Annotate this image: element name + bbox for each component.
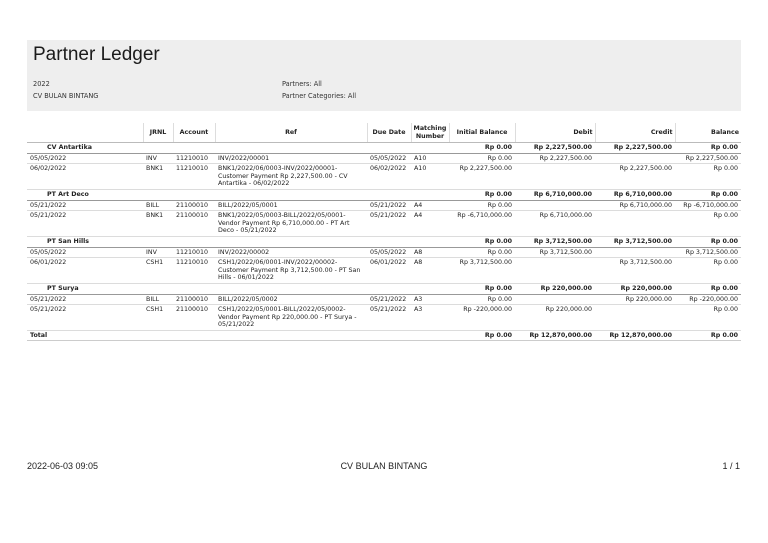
table-row <box>27 258 741 284</box>
line-initial-balance: Rp 0.00 <box>449 247 515 258</box>
table-header-row <box>27 123 741 143</box>
partner-balance: Rp 0.00 <box>675 189 741 200</box>
ledger-body <box>27 143 741 331</box>
report-year: 2022 <box>33 80 50 88</box>
table-row <box>27 164 741 190</box>
line-debit <box>515 164 595 190</box>
line-ref: CSH1/2022/06/0001-INV/2022/00002-Customer Payment Rp 3,712,500.00 - PT San Hills - 06/01/2022 <box>215 258 367 284</box>
partner-name: CV Antartika <box>27 143 143 154</box>
line-journal: BNK1 <box>143 211 173 237</box>
empty-cell <box>173 143 215 154</box>
line-date: 05/21/2022 <box>27 294 143 305</box>
line-due-date: 05/05/2022 <box>367 153 411 164</box>
line-due-date: 05/21/2022 <box>367 200 411 211</box>
total-initial-balance: Rp 0.00 <box>449 330 515 341</box>
line-credit: Rp 220,000.00 <box>595 294 675 305</box>
partner-debit: Rp 6,710,000.00 <box>515 189 595 200</box>
report-header <box>27 40 741 111</box>
partner-balance: Rp 0.00 <box>675 283 741 294</box>
line-due-date: 05/21/2022 <box>367 294 411 305</box>
line-initial-balance: Rp 0.00 <box>449 153 515 164</box>
line-ref: BNK1/2022/06/0003-INV/2022/00001-Customer Payment Rp 2,227,500.00 - CV Antartika - 06/02/2022 <box>215 164 367 190</box>
empty-cell <box>143 189 173 200</box>
line-matching-number: A4 <box>411 211 449 237</box>
line-matching-number: A10 <box>411 164 449 190</box>
line-ref: BILL/2022/05/0001 <box>215 200 367 211</box>
line-matching-number: A8 <box>411 258 449 284</box>
partner-credit: Rp 3,712,500.00 <box>595 236 675 247</box>
line-account: 11210010 <box>173 247 215 258</box>
line-debit: Rp 220,000.00 <box>515 305 595 331</box>
footer-page-number: 1 / 1 <box>722 461 740 471</box>
line-credit: Rp 3,712,500.00 <box>595 258 675 284</box>
line-due-date: 06/01/2022 <box>367 258 411 284</box>
footer-timestamp: 2022-06-03 09:05 <box>27 461 99 471</box>
line-debit <box>515 294 595 305</box>
line-account: 11210010 <box>173 258 215 284</box>
line-balance: Rp 3,712,500.00 <box>675 247 741 258</box>
page-title: Partner Ledger <box>33 44 160 65</box>
empty-cell <box>215 283 367 294</box>
line-date: 05/21/2022 <box>27 200 143 211</box>
line-debit: Rp 3,712,500.00 <box>515 247 595 258</box>
line-account: 21100010 <box>173 200 215 211</box>
line-balance: Rp -220,000.00 <box>675 294 741 305</box>
partner-debit: Rp 220,000.00 <box>515 283 595 294</box>
empty-cell <box>367 236 411 247</box>
partner-row <box>27 189 741 200</box>
col-header-due-date: Due Date <box>367 123 411 143</box>
partner-credit: Rp 2,227,500.00 <box>595 143 675 154</box>
line-due-date: 05/05/2022 <box>367 247 411 258</box>
line-due-date: 06/02/2022 <box>367 164 411 190</box>
line-ref: BNK1/2022/05/0003-BILL/2022/05/0001-Vendor Payment Rp 6,710,000.00 - PT Art Deco - 05/21/2022 <box>215 211 367 237</box>
line-journal: BNK1 <box>143 164 173 190</box>
line-account: 11210010 <box>173 164 215 190</box>
line-initial-balance: Rp -220,000.00 <box>449 305 515 331</box>
line-balance: Rp 0.00 <box>675 305 741 331</box>
col-header-account: Account <box>173 123 215 143</box>
line-credit <box>595 247 675 258</box>
line-ref: CSH1/2022/05/0001-BILL/2022/05/0002-Vendor Payment Rp 220,000.00 - PT Surya - 05/21/2022 <box>215 305 367 331</box>
line-balance: Rp -6,710,000.00 <box>675 200 741 211</box>
partner-balance: Rp 0.00 <box>675 236 741 247</box>
line-journal: CSH1 <box>143 305 173 331</box>
empty-cell <box>367 283 411 294</box>
line-date: 05/05/2022 <box>27 153 143 164</box>
partner-debit: Rp 2,227,500.00 <box>515 143 595 154</box>
empty-cell <box>411 189 449 200</box>
table-row <box>27 200 741 211</box>
partner-initial-balance: Rp 0.00 <box>449 143 515 154</box>
line-credit <box>595 305 675 331</box>
partner-categories-filter: Partner Categories: All <box>282 92 357 100</box>
empty-cell <box>143 143 173 154</box>
empty-cell <box>367 189 411 200</box>
line-initial-balance: Rp 2,227,500.00 <box>449 164 515 190</box>
line-date: 05/21/2022 <box>27 305 143 331</box>
line-journal: INV <box>143 153 173 164</box>
line-debit: Rp 2,227,500.00 <box>515 153 595 164</box>
line-journal: INV <box>143 247 173 258</box>
col-header-matching-number: Matching Number <box>411 123 449 143</box>
col-header-jrnl: JRNL <box>143 123 173 143</box>
empty-cell <box>173 283 215 294</box>
table-row <box>27 294 741 305</box>
line-journal: BILL <box>143 200 173 211</box>
table-row <box>27 305 741 331</box>
line-date: 06/02/2022 <box>27 164 143 190</box>
line-matching-number: A10 <box>411 153 449 164</box>
line-balance: Rp 0.00 <box>675 164 741 190</box>
table-row <box>27 153 741 164</box>
line-account: 11210010 <box>173 153 215 164</box>
empty-cell <box>411 283 449 294</box>
line-credit <box>595 153 675 164</box>
partners-filter: Partners: All <box>282 80 322 88</box>
partner-name: PT Art Deco <box>27 189 143 200</box>
line-journal: CSH1 <box>143 258 173 284</box>
table-row <box>27 211 741 237</box>
line-credit <box>595 211 675 237</box>
col-header-ref: Ref <box>215 123 367 143</box>
line-matching-number: A8 <box>411 247 449 258</box>
empty-cell <box>411 236 449 247</box>
line-balance: Rp 0.00 <box>675 258 741 284</box>
empty-cell <box>143 283 173 294</box>
partner-initial-balance: Rp 0.00 <box>449 236 515 247</box>
col-header-initial-balance: Initial Balance <box>449 123 515 143</box>
footer-company: CV BULAN BINTANG <box>340 461 428 471</box>
line-account: 21100010 <box>173 305 215 331</box>
line-ref: INV/2022/00001 <box>215 153 367 164</box>
partner-debit: Rp 3,712,500.00 <box>515 236 595 247</box>
ledger-table <box>27 123 741 341</box>
col-header-debit: Debit <box>515 123 595 143</box>
line-credit: Rp 6,710,000.00 <box>595 200 675 211</box>
total-label: Total <box>27 330 143 341</box>
table-row <box>27 247 741 258</box>
partner-name: PT Surya <box>27 283 143 294</box>
line-balance: Rp 2,227,500.00 <box>675 153 741 164</box>
line-date: 05/05/2022 <box>27 247 143 258</box>
line-debit <box>515 258 595 284</box>
total-balance: Rp 0.00 <box>675 330 741 341</box>
total-credit: Rp 12,870,000.00 <box>595 330 675 341</box>
total-debit: Rp 12,870,000.00 <box>515 330 595 341</box>
report-company: CV BULAN BINTANG <box>33 92 99 100</box>
line-initial-balance: Rp 0.00 <box>449 294 515 305</box>
partner-balance: Rp 0.00 <box>675 143 741 154</box>
col-header-date <box>27 123 143 143</box>
line-matching-number: A4 <box>411 200 449 211</box>
line-date: 05/21/2022 <box>27 211 143 237</box>
empty-cell <box>173 189 215 200</box>
line-initial-balance: Rp 0.00 <box>449 200 515 211</box>
empty-cell <box>215 189 367 200</box>
empty-cell <box>143 236 173 247</box>
col-header-balance: Balance <box>675 123 741 143</box>
line-debit <box>515 200 595 211</box>
partner-initial-balance: Rp 0.00 <box>449 283 515 294</box>
partner-row <box>27 143 741 154</box>
line-account: 21100010 <box>173 294 215 305</box>
line-due-date: 05/21/2022 <box>367 305 411 331</box>
partner-name: PT San Hills <box>27 236 143 247</box>
line-ref: INV/2022/00002 <box>215 247 367 258</box>
empty-cell <box>411 143 449 154</box>
empty-cell <box>215 236 367 247</box>
line-due-date: 05/21/2022 <box>367 211 411 237</box>
total-row <box>27 330 741 341</box>
col-header-credit: Credit <box>595 123 675 143</box>
line-credit: Rp 2,227,500.00 <box>595 164 675 190</box>
empty-cell <box>367 143 411 154</box>
empty-cell <box>173 236 215 247</box>
line-journal: BILL <box>143 294 173 305</box>
partner-credit: Rp 220,000.00 <box>595 283 675 294</box>
partner-row <box>27 236 741 247</box>
line-balance: Rp 0.00 <box>675 211 741 237</box>
line-account: 21100010 <box>173 211 215 237</box>
line-matching-number: A3 <box>411 305 449 331</box>
line-matching-number: A3 <box>411 294 449 305</box>
line-initial-balance: Rp 3,712,500.00 <box>449 258 515 284</box>
partner-row <box>27 283 741 294</box>
partner-initial-balance: Rp 0.00 <box>449 189 515 200</box>
empty-cell <box>215 143 367 154</box>
partner-credit: Rp 6,710,000.00 <box>595 189 675 200</box>
line-date: 06/01/2022 <box>27 258 143 284</box>
line-debit: Rp 6,710,000.00 <box>515 211 595 237</box>
line-initial-balance: Rp -6,710,000.00 <box>449 211 515 237</box>
line-ref: BILL/2022/05/0002 <box>215 294 367 305</box>
